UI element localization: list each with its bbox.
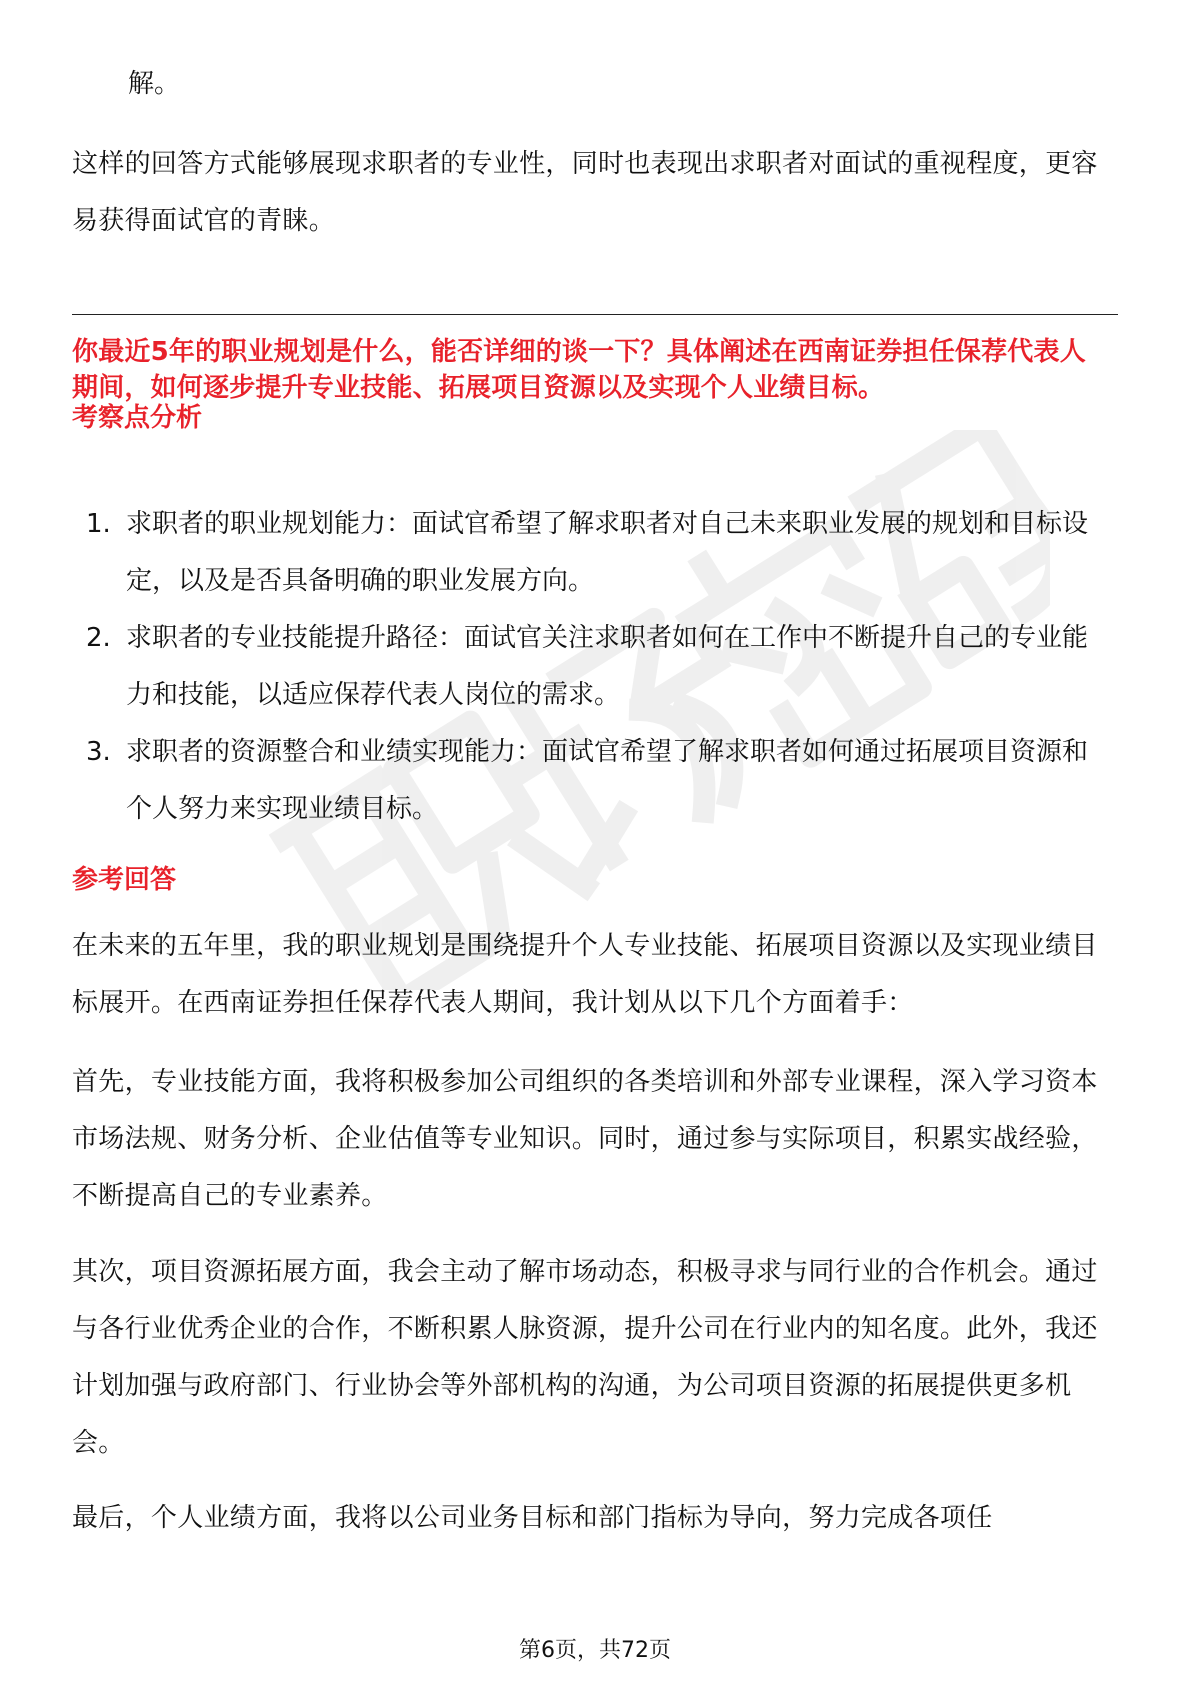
question-heading: 你最近5年的职业规划是什么，能否详细的谈一下？具体阐述在西南证券担任保荐代表人期间，如何逐步提升专业技能、拓展项目资源以及实现个人业绩目标。 xyxy=(72,337,1086,403)
continued-list-text: 解。 xyxy=(128,69,181,99)
answer-paragraph: 其次，项目资源拓展方面，我会主动了解市场动态，积极寻求与同行业的合作机会。通过与各行业优秀企业的合作，不断积累人脉资源，提升公司在行业内的知名度。此外，我还计划加强与政府部门、行业协会等外部机构的沟通，为公司项目资源的拓展提供更多机会。 xyxy=(72,1257,1098,1458)
answer-paragraph: 在未来的五年里，我的职业规划是围绕提升个人专业技能、拓展项目资源以及实现业绩目标展开。在西南证券担任保荐代表人期间，我计划从以下几个方面着手： xyxy=(72,931,1098,1018)
answer-paragraph: 最后，个人业绩方面，我将以公司业务目标和部门指标为导向，努力完成各项任 xyxy=(72,1503,993,1533)
list-item-number: 3. xyxy=(86,737,111,767)
list-item-number: 2. xyxy=(86,623,111,653)
section-divider xyxy=(72,314,1118,315)
section-title-answer: 参考回答 xyxy=(72,865,177,895)
page-number-footer: 第6页，共72页 xyxy=(519,1638,671,1663)
section-title-analysis: 考察点分析 xyxy=(72,403,203,433)
analysis-list xyxy=(72,496,1112,838)
list-item-number: 1. xyxy=(86,509,111,539)
list-item xyxy=(72,610,1112,724)
list-item-text: 求职者的职业规划能力：面试官希望了解求职者对自己未来职业发展的规划和目标设定，以及是否具备明确的职业发展方向。 xyxy=(126,509,1089,596)
paragraph: 这样的回答方式能够展现求职者的专业性，同时也表现出求职者对面试的重视程度，更容易获得面试官的青睐。 xyxy=(72,149,1098,236)
list-item-text: 求职者的资源整合和业绩实现能力：面试官希望了解求职者如何通过拓展项目资源和个人努力来实现业绩目标。 xyxy=(126,737,1089,824)
list-item xyxy=(72,724,1112,838)
answer-paragraph: 首先，专业技能方面，我将积极参加公司组织的各类培训和外部专业课程，深入学习资本市场法规、财务分析、企业估值等专业知识。同时，通过参与实际项目，积累实战经验，不断提高自己的专业素养。 xyxy=(72,1067,1098,1211)
list-item-text: 求职者的专业技能提升路径：面试官关注求职者如何在工作中不断提升自己的专业能力和技能，以适应保荐代表人岗位的需求。 xyxy=(126,623,1089,710)
list-item xyxy=(72,496,1112,610)
